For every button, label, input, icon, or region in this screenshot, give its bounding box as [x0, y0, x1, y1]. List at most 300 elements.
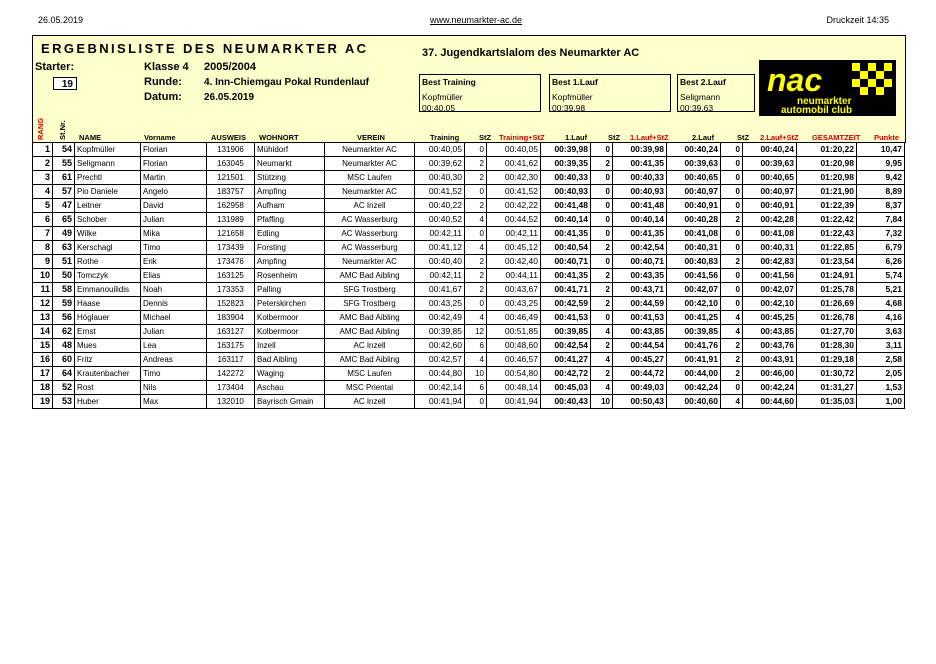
cell-stz2: 2 [591, 297, 613, 311]
cell-rang: 11 [33, 283, 53, 297]
cell-ausweis: 173404 [207, 381, 255, 395]
cell-gesamtzeit: 01:26,69 [797, 297, 857, 311]
cell-lauf2: 00:40,28 [667, 213, 721, 227]
cell-lauf1: 00:40,54 [541, 241, 591, 255]
cell-verein: Neumarkter AC [325, 255, 415, 269]
cell-name: Rost [75, 381, 141, 395]
cell-vorname: Timo [141, 241, 207, 255]
cell-lauf1-stz: 00:45,27 [613, 353, 667, 367]
cell-rang: 5 [33, 199, 53, 213]
cell-training: 00:42,57 [415, 353, 465, 367]
cell-lauf2: 00:41,56 [667, 269, 721, 283]
cell-verein: SFG Trostberg [325, 283, 415, 297]
cell-vorname: Martin [141, 171, 207, 185]
cell-stnr: 54 [53, 143, 75, 157]
cell-gesamtzeit: 01:20,98 [797, 171, 857, 185]
cell-wohnort: Pfaffing [255, 213, 325, 227]
cell-vorname: Noah [141, 283, 207, 297]
cell-punkte: 4,68 [857, 297, 905, 311]
cell-stnr: 55 [53, 157, 75, 171]
cell-ausweis: 173353 [207, 283, 255, 297]
cell-wohnort: Stützing [255, 171, 325, 185]
cell-verein: AMC Bad Aibling [325, 311, 415, 325]
col-training: Training [430, 133, 460, 142]
klasse-label: Klasse 4 [144, 61, 189, 73]
cell-ausweis: 163127 [207, 325, 255, 339]
cell-lauf2: 00:40,97 [667, 185, 721, 199]
cell-vorname: Angelo [141, 185, 207, 199]
cell-stz2: 0 [591, 171, 613, 185]
cell-lauf2: 00:40,65 [667, 171, 721, 185]
cell-punkte: 1,00 [857, 395, 905, 409]
cell-lauf2-stz: 00:39,63 [743, 157, 797, 171]
cell-name: Rothe [75, 255, 141, 269]
results-table [32, 142, 905, 409]
cell-lauf1-stz: 00:41,35 [613, 227, 667, 241]
nac-logo-graphic [759, 60, 896, 116]
col-stz3: StZ [737, 133, 750, 142]
cell-lauf1-stz: 00:44,54 [613, 339, 667, 353]
cell-lauf1: 00:40,33 [541, 171, 591, 185]
cell-verein: AC Inzell [325, 199, 415, 213]
col-verein: VEREIN [357, 133, 385, 142]
cell-stz2: 2 [591, 241, 613, 255]
cell-gesamtzeit: 01:29,18 [797, 353, 857, 367]
cell-lauf1-stz: 00:44,59 [613, 297, 667, 311]
table-row [33, 171, 905, 185]
cell-lauf2: 00:40,24 [667, 143, 721, 157]
cell-name: Kopfmüller [75, 143, 141, 157]
starter-label: Starter: [35, 61, 75, 73]
col-training-stz: Training+StZ [499, 133, 545, 142]
cell-training-stz: 00:42,30 [487, 171, 541, 185]
cell-training: 00:40,05 [415, 143, 465, 157]
cell-training-stz: 00:51,85 [487, 325, 541, 339]
cell-vorname: Julian [141, 325, 207, 339]
cell-name: Emmanouilidis [75, 283, 141, 297]
cell-training: 00:40,22 [415, 199, 465, 213]
cell-vorname: Florian [141, 157, 207, 171]
cell-stz2: 2 [591, 339, 613, 353]
col-stz2: StZ [608, 133, 621, 142]
cell-lauf2-stz: 00:40,97 [743, 185, 797, 199]
cell-name: Pio Daniele [75, 185, 141, 199]
cell-gesamtzeit: 01:25,78 [797, 283, 857, 297]
best-training-label: Best Training [422, 77, 476, 87]
cell-training: 00:42,49 [415, 311, 465, 325]
cell-punkte: 3,11 [857, 339, 905, 353]
cell-lauf2-stz: 00:42,10 [743, 297, 797, 311]
cell-lauf1: 00:41,35 [541, 227, 591, 241]
cell-stz3: 2 [721, 367, 743, 381]
cell-stz1: 6 [465, 339, 487, 353]
cell-rang: 18 [33, 381, 53, 395]
cell-ausweis: 163175 [207, 339, 255, 353]
cell-rang: 17 [33, 367, 53, 381]
cell-lauf1-stz: 00:41,48 [613, 199, 667, 213]
logo-line2: automobil club [781, 105, 853, 116]
cell-training: 00:43,25 [415, 297, 465, 311]
cell-name: Haase [75, 297, 141, 311]
cell-stnr: 62 [53, 325, 75, 339]
table-row [33, 297, 905, 311]
table-row [33, 269, 905, 283]
cell-ausweis: 142272 [207, 367, 255, 381]
cell-punkte: 6,26 [857, 255, 905, 269]
cell-gesamtzeit: 01:27,70 [797, 325, 857, 339]
cell-stnr: 52 [53, 381, 75, 395]
cell-stnr: 61 [53, 171, 75, 185]
cell-stz1: 2 [465, 269, 487, 283]
col-ausweis: AUSWEIS [211, 133, 247, 142]
cell-rang: 1 [33, 143, 53, 157]
cell-stz3: 2 [721, 339, 743, 353]
cell-lauf2-stz: 00:41,08 [743, 227, 797, 241]
cell-stz3: 0 [721, 185, 743, 199]
cell-stz2: 2 [591, 157, 613, 171]
cell-wohnort: Kolbermoor [255, 311, 325, 325]
cell-rang: 10 [33, 269, 53, 283]
cell-rang: 13 [33, 311, 53, 325]
cell-stz3: 4 [721, 311, 743, 325]
cell-punkte: 8,89 [857, 185, 905, 199]
print-date: 26.05.2019 [38, 15, 84, 25]
table-row [33, 241, 905, 255]
cell-training-stz: 00:42,22 [487, 199, 541, 213]
cell-stz1: 4 [465, 353, 487, 367]
cell-lauf1-stz: 00:40,33 [613, 171, 667, 185]
cell-lauf1-stz: 00:40,93 [613, 185, 667, 199]
cell-name: Mues [75, 339, 141, 353]
klasse-value: 2005/2004 [204, 61, 256, 73]
cell-training-stz: 00:42,40 [487, 255, 541, 269]
cell-lauf1-stz: 00:43,35 [613, 269, 667, 283]
cell-lauf2-stz: 00:43,76 [743, 339, 797, 353]
cell-stz3: 2 [721, 213, 743, 227]
best-training-name: Kopfmüller [422, 92, 463, 102]
best-lauf2-label: Best 2.Lauf [680, 77, 726, 87]
cell-stz2: 4 [591, 325, 613, 339]
cell-vorname: Andreas [141, 353, 207, 367]
cell-training-stz: 00:46,57 [487, 353, 541, 367]
cell-wohnort: Ampfing [255, 185, 325, 199]
cell-wohnort: Inzell [255, 339, 325, 353]
cell-lauf2: 00:40,91 [667, 199, 721, 213]
cell-stnr: 58 [53, 283, 75, 297]
cell-verein: AMC Bad Aibling [325, 269, 415, 283]
cell-training: 00:39,62 [415, 157, 465, 171]
cell-stz1: 2 [465, 171, 487, 185]
cell-verein: MSC Priental [325, 381, 415, 395]
table-row [33, 339, 905, 353]
cell-lauf1: 00:42,59 [541, 297, 591, 311]
cell-ausweis: 121658 [207, 227, 255, 241]
best-lauf1-label: Best 1.Lauf [552, 77, 598, 87]
datum-value: 26.05.2019 [204, 92, 255, 103]
cell-stz2: 0 [591, 213, 613, 227]
cell-training-stz: 00:41,94 [487, 395, 541, 409]
cell-wohnort: Waging [255, 367, 325, 381]
cell-wohnort: Rosenheim [255, 269, 325, 283]
col-lauf2-stz: 2.Lauf+StZ [760, 133, 799, 142]
cell-name: Leitner [75, 199, 141, 213]
cell-lauf1-stz: 00:41,53 [613, 311, 667, 325]
cell-name: Schober [75, 213, 141, 227]
cell-lauf1-stz: 00:40,14 [613, 213, 667, 227]
cell-ausweis: 163125 [207, 269, 255, 283]
cell-stnr: 59 [53, 297, 75, 311]
cell-ausweis: 152823 [207, 297, 255, 311]
best-lauf1-box [549, 74, 671, 112]
best-lauf2-time: 00:39,63 [680, 103, 714, 113]
cell-vorname: Erik [141, 255, 207, 269]
cell-training: 00:42,11 [415, 269, 465, 283]
runde-value: 4. Inn-Chiemgau Pokal Rundenlauf [204, 77, 370, 88]
cell-rang: 15 [33, 339, 53, 353]
cell-wohnort: Aschau [255, 381, 325, 395]
cell-stz3: 0 [721, 199, 743, 213]
cell-gesamtzeit: 01:20,22 [797, 143, 857, 157]
cell-punkte: 4,16 [857, 311, 905, 325]
col-rang: RANG [36, 117, 45, 140]
cell-lauf1: 00:39,98 [541, 143, 591, 157]
cell-lauf1-stz: 00:41,35 [613, 157, 667, 171]
cell-stz1: 2 [465, 157, 487, 171]
cell-lauf1: 00:40,93 [541, 185, 591, 199]
cell-name: Huber [75, 395, 141, 409]
cell-wohnort: Ampfing [255, 255, 325, 269]
col-gesamtzeit: GESAMTZEIT [812, 133, 861, 142]
cell-lauf2: 00:40,60 [667, 395, 721, 409]
best-lauf1-name: Kopfmüller [552, 92, 593, 102]
cell-lauf1: 00:41,48 [541, 199, 591, 213]
cell-stz2: 0 [591, 311, 613, 325]
cell-lauf1-stz: 00:43,85 [613, 325, 667, 339]
cell-verein: AC Inzell [325, 339, 415, 353]
table-row [33, 395, 905, 409]
cell-lauf1: 00:41,35 [541, 269, 591, 283]
cell-stz2: 10 [591, 395, 613, 409]
cell-verein: Neumarkter AC [325, 185, 415, 199]
col-vorname: Vorname [144, 133, 176, 142]
cell-ausweis: 162958 [207, 199, 255, 213]
cell-ausweis: 173476 [207, 255, 255, 269]
cell-name: Prechtl [75, 171, 141, 185]
cell-stz3: 4 [721, 325, 743, 339]
cell-stnr: 50 [53, 269, 75, 283]
cell-stz2: 2 [591, 283, 613, 297]
cell-training: 00:42,60 [415, 339, 465, 353]
cell-verein: MSC Laufen [325, 367, 415, 381]
cell-stnr: 51 [53, 255, 75, 269]
cell-lauf1: 00:39,85 [541, 325, 591, 339]
cell-training: 00:41,94 [415, 395, 465, 409]
print-time: Druckzeit 14:35 [826, 15, 889, 25]
cell-lauf1: 00:42,72 [541, 367, 591, 381]
cell-stz3: 0 [721, 157, 743, 171]
cell-lauf2-stz: 00:42,07 [743, 283, 797, 297]
cell-lauf1-stz: 00:40,71 [613, 255, 667, 269]
cell-lauf2: 00:39,63 [667, 157, 721, 171]
cell-rang: 9 [33, 255, 53, 269]
cell-lauf1-stz: 00:44,72 [613, 367, 667, 381]
cell-verein: Neumarkter AC [325, 143, 415, 157]
cell-vorname: David [141, 199, 207, 213]
cell-lauf1-stz: 00:42,54 [613, 241, 667, 255]
cell-gesamtzeit: 01:23,54 [797, 255, 857, 269]
cell-stz1: 4 [465, 241, 487, 255]
starter-count: 19 [53, 77, 77, 90]
cell-gesamtzeit: 01:24,91 [797, 269, 857, 283]
website-link[interactable]: www.neumarkter-ac.de [430, 15, 523, 25]
cell-stnr: 65 [53, 213, 75, 227]
cell-stnr: 63 [53, 241, 75, 255]
cell-ausweis: 163117 [207, 353, 255, 367]
cell-stz2: 2 [591, 367, 613, 381]
cell-vorname: Nils [141, 381, 207, 395]
cell-rang: 2 [33, 157, 53, 171]
best-training-time: 00:40,05 [422, 103, 456, 113]
cell-stnr: 53 [53, 395, 75, 409]
cell-training: 00:39,85 [415, 325, 465, 339]
cell-stz2: 0 [591, 227, 613, 241]
cell-training-stz: 00:54,80 [487, 367, 541, 381]
cell-verein: Neumarkter AC [325, 157, 415, 171]
cell-punkte: 5,21 [857, 283, 905, 297]
cell-vorname: Mika [141, 227, 207, 241]
cell-stz1: 4 [465, 213, 487, 227]
table-row [33, 367, 905, 381]
cell-gesamtzeit: 01:22,39 [797, 199, 857, 213]
cell-gesamtzeit: 01:26,78 [797, 311, 857, 325]
table-row [33, 255, 905, 269]
cell-lauf2: 00:44,00 [667, 367, 721, 381]
cell-lauf2: 00:42,24 [667, 381, 721, 395]
cell-wohnort: Peterskirchen [255, 297, 325, 311]
cell-stz1: 0 [465, 395, 487, 409]
cell-training: 00:44,80 [415, 367, 465, 381]
cell-punkte: 6,79 [857, 241, 905, 255]
nac-logo [759, 60, 896, 116]
cell-verein: AC Wasserburg [325, 241, 415, 255]
cell-training: 00:41,12 [415, 241, 465, 255]
cell-stz2: 2 [591, 269, 613, 283]
cell-lauf1-stz: 00:49,03 [613, 381, 667, 395]
cell-stz3: 0 [721, 269, 743, 283]
cell-training-stz: 00:43,25 [487, 297, 541, 311]
cell-training-stz: 00:48,14 [487, 381, 541, 395]
cell-gesamtzeit: 01:31,27 [797, 381, 857, 395]
cell-training-stz: 00:41,62 [487, 157, 541, 171]
cell-punkte: 7,84 [857, 213, 905, 227]
cell-lauf2-stz: 00:40,24 [743, 143, 797, 157]
result-sheet-header [32, 35, 906, 143]
cell-lauf2: 00:41,76 [667, 339, 721, 353]
cell-lauf2: 00:40,31 [667, 241, 721, 255]
col-lauf1: 1.Lauf [565, 133, 588, 142]
cell-punkte: 1,53 [857, 381, 905, 395]
cell-rang: 7 [33, 227, 53, 241]
cell-name: Tomczyk [75, 269, 141, 283]
cell-lauf2-stz: 00:40,65 [743, 171, 797, 185]
runde-label: Runde: [144, 76, 182, 88]
cell-stz1: 6 [465, 381, 487, 395]
cell-vorname: Florian [141, 143, 207, 157]
cell-rang: 12 [33, 297, 53, 311]
cell-vorname: Timo [141, 367, 207, 381]
table-row [33, 283, 905, 297]
cell-training: 00:40,52 [415, 213, 465, 227]
cell-lauf1: 00:41,53 [541, 311, 591, 325]
cell-wohnort: Aufham [255, 199, 325, 213]
cell-lauf2-stz: 00:41,56 [743, 269, 797, 283]
cell-lauf1: 00:41,71 [541, 283, 591, 297]
cell-lauf1: 00:40,14 [541, 213, 591, 227]
cell-stnr: 47 [53, 199, 75, 213]
cell-stz1: 2 [465, 283, 487, 297]
cell-punkte: 2,58 [857, 353, 905, 367]
cell-stz3: 0 [721, 227, 743, 241]
cell-training-stz: 00:40,05 [487, 143, 541, 157]
cell-training: 00:40,30 [415, 171, 465, 185]
cell-wohnort: Kolbermoor [255, 325, 325, 339]
cell-name: Krautenbacher [75, 367, 141, 381]
col-punkte: Punkte [874, 133, 900, 142]
cell-wohnort: Neumarkt [255, 157, 325, 171]
cell-lauf2-stz: 00:40,31 [743, 241, 797, 255]
cell-verein: AC Wasserburg [325, 213, 415, 227]
cell-rang: 6 [33, 213, 53, 227]
cell-rang: 16 [33, 353, 53, 367]
col-lauf1-stz: 1.Lauf+StZ [630, 133, 669, 142]
table-row [33, 381, 905, 395]
cell-stz1: 4 [465, 311, 487, 325]
cell-verein: SFG Trostberg [325, 297, 415, 311]
cell-ausweis: 131906 [207, 143, 255, 157]
cell-gesamtzeit: 01:22,43 [797, 227, 857, 241]
cell-stz2: 0 [591, 185, 613, 199]
cell-stz3: 0 [721, 381, 743, 395]
cell-stz1: 0 [465, 143, 487, 157]
table-row [33, 199, 905, 213]
cell-wohnort: Forsting [255, 241, 325, 255]
cell-stz1: 0 [465, 297, 487, 311]
logo-letters: nac [767, 62, 823, 98]
cell-vorname: Lea [141, 339, 207, 353]
table-row [33, 157, 905, 171]
cell-rang: 8 [33, 241, 53, 255]
cell-lauf2-stz: 00:40,91 [743, 199, 797, 213]
cell-stz3: 0 [721, 143, 743, 157]
cell-punkte: 5,74 [857, 269, 905, 283]
cell-lauf2: 00:42,10 [667, 297, 721, 311]
table-row [33, 143, 905, 157]
cell-training: 00:40,40 [415, 255, 465, 269]
cell-name: Fritz [75, 353, 141, 367]
cell-vorname: Dennis [141, 297, 207, 311]
cell-stz3: 0 [721, 297, 743, 311]
cell-lauf1-stz: 00:50,43 [613, 395, 667, 409]
cell-verein: AC Wasserburg [325, 227, 415, 241]
cell-training-stz: 00:41,52 [487, 185, 541, 199]
cell-wohnort: Bayrisch Gmain [255, 395, 325, 409]
col-name: NAME [79, 133, 102, 142]
cell-vorname: Julian [141, 213, 207, 227]
cell-gesamtzeit: 01:35,03 [797, 395, 857, 409]
best-training-box [419, 74, 541, 112]
logo-line1: neumarkter [797, 96, 852, 107]
cell-training: 00:41,67 [415, 283, 465, 297]
